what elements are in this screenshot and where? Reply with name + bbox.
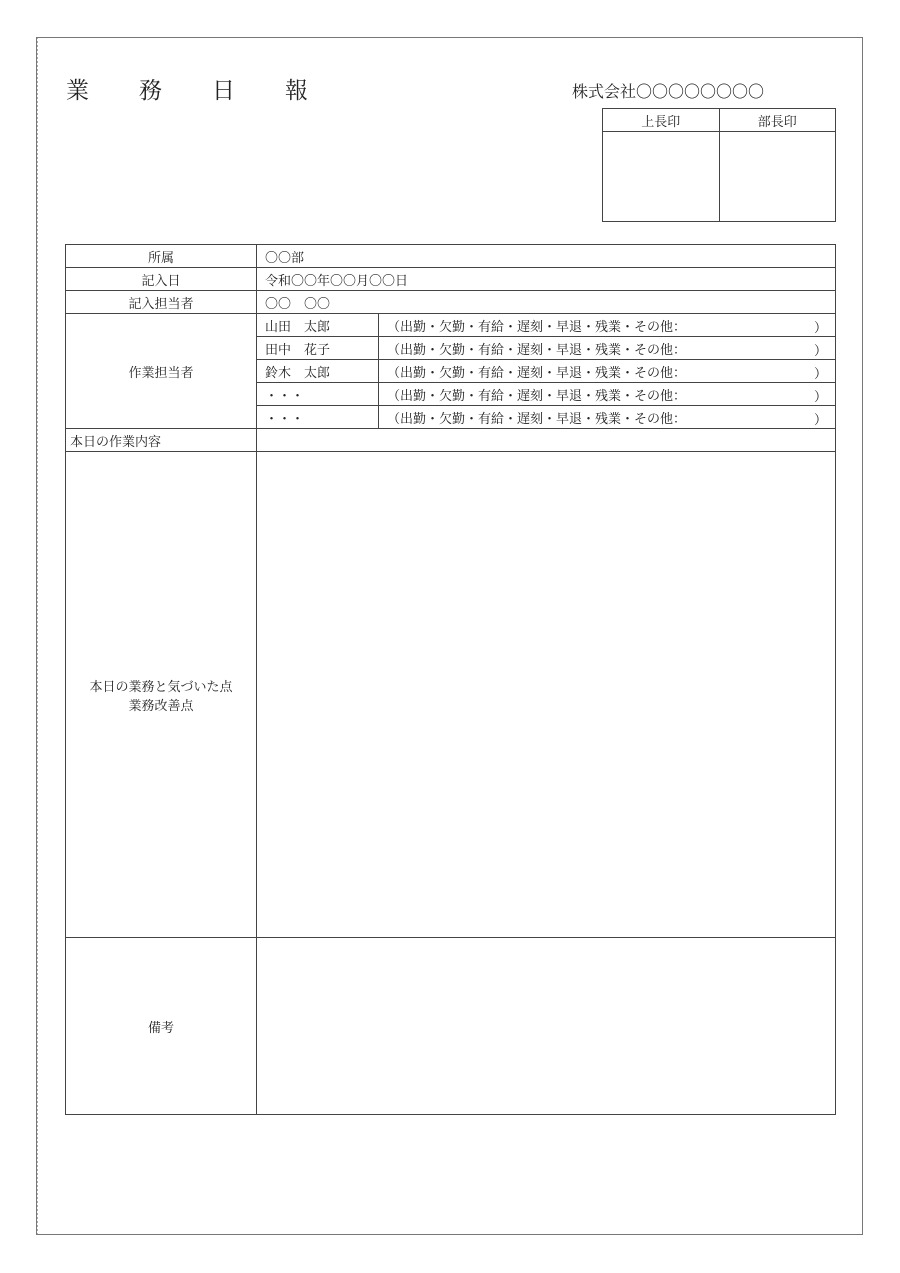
boss-stamp-box[interactable] bbox=[603, 132, 720, 222]
affiliation-label: 所属 bbox=[66, 245, 257, 268]
affiliation-field[interactable]: 〇〇部 bbox=[257, 245, 836, 268]
work-content-field[interactable] bbox=[257, 429, 836, 452]
notices-label-line2: 業務改善点 bbox=[128, 698, 194, 714]
notices-label bbox=[66, 452, 257, 938]
manager-stamp-box[interactable] bbox=[719, 132, 836, 222]
remarks-label: 備考 bbox=[66, 938, 257, 1115]
approval-stamp-table bbox=[602, 108, 836, 222]
date-field[interactable]: 令和〇〇年〇〇月〇〇日 bbox=[257, 268, 836, 291]
notices-label-line1: 本日の業務と気づいた点 bbox=[89, 679, 233, 695]
date-label: 記入日 bbox=[66, 268, 257, 291]
worker-status[interactable] bbox=[379, 406, 836, 429]
worker-status-text: （出勤・欠勤・有給・遅刻・早退・残業・その他： bbox=[387, 342, 687, 358]
worker-name[interactable]: 山田 太郎 bbox=[257, 314, 379, 337]
worker-status[interactable] bbox=[379, 314, 836, 337]
notices-field[interactable] bbox=[257, 452, 836, 938]
report-form-table bbox=[65, 244, 836, 1115]
writer-label: 記入担当者 bbox=[66, 291, 257, 314]
workers-label: 作業担当者 bbox=[66, 314, 257, 429]
worker-status-close: ） bbox=[813, 390, 827, 405]
worker-status[interactable] bbox=[379, 337, 836, 360]
worker-name[interactable]: ・・・ bbox=[257, 406, 379, 429]
worker-name[interactable]: 鈴木 太郎 bbox=[257, 360, 379, 383]
manager-stamp-label: 部長印 bbox=[719, 109, 836, 132]
title-char: 業 bbox=[66, 78, 89, 104]
work-content-label: 本日の作業内容 bbox=[66, 429, 257, 452]
writer-field[interactable]: 〇〇 〇〇 bbox=[257, 291, 836, 314]
page-title bbox=[66, 72, 358, 105]
worker-status[interactable] bbox=[379, 360, 836, 383]
worker-status-close: ） bbox=[813, 413, 827, 428]
worker-status[interactable] bbox=[379, 383, 836, 406]
title-char: 報 bbox=[285, 78, 308, 104]
worker-status-text: （出勤・欠勤・有給・遅刻・早退・残業・その他： bbox=[387, 411, 687, 427]
boss-stamp-label: 上長印 bbox=[603, 109, 720, 132]
worker-status-close: ） bbox=[813, 321, 827, 336]
worker-status-text: （出勤・欠勤・有給・遅刻・早退・残業・その他： bbox=[387, 388, 687, 404]
worker-status-close: ） bbox=[813, 344, 827, 359]
company-name: 株式会社〇〇〇〇〇〇〇〇 bbox=[572, 82, 765, 101]
worker-status-text: （出勤・欠勤・有給・遅刻・早退・残業・その他： bbox=[387, 365, 687, 381]
remarks-field[interactable] bbox=[257, 938, 836, 1115]
title-char: 日 bbox=[212, 78, 235, 104]
worker-name[interactable]: ・・・ bbox=[257, 383, 379, 406]
title-char: 務 bbox=[139, 78, 162, 104]
worker-status-text: （出勤・欠勤・有給・遅刻・早退・残業・その他： bbox=[387, 319, 687, 335]
worker-name[interactable]: 田中 花子 bbox=[257, 337, 379, 360]
worker-status-close: ） bbox=[813, 367, 827, 382]
